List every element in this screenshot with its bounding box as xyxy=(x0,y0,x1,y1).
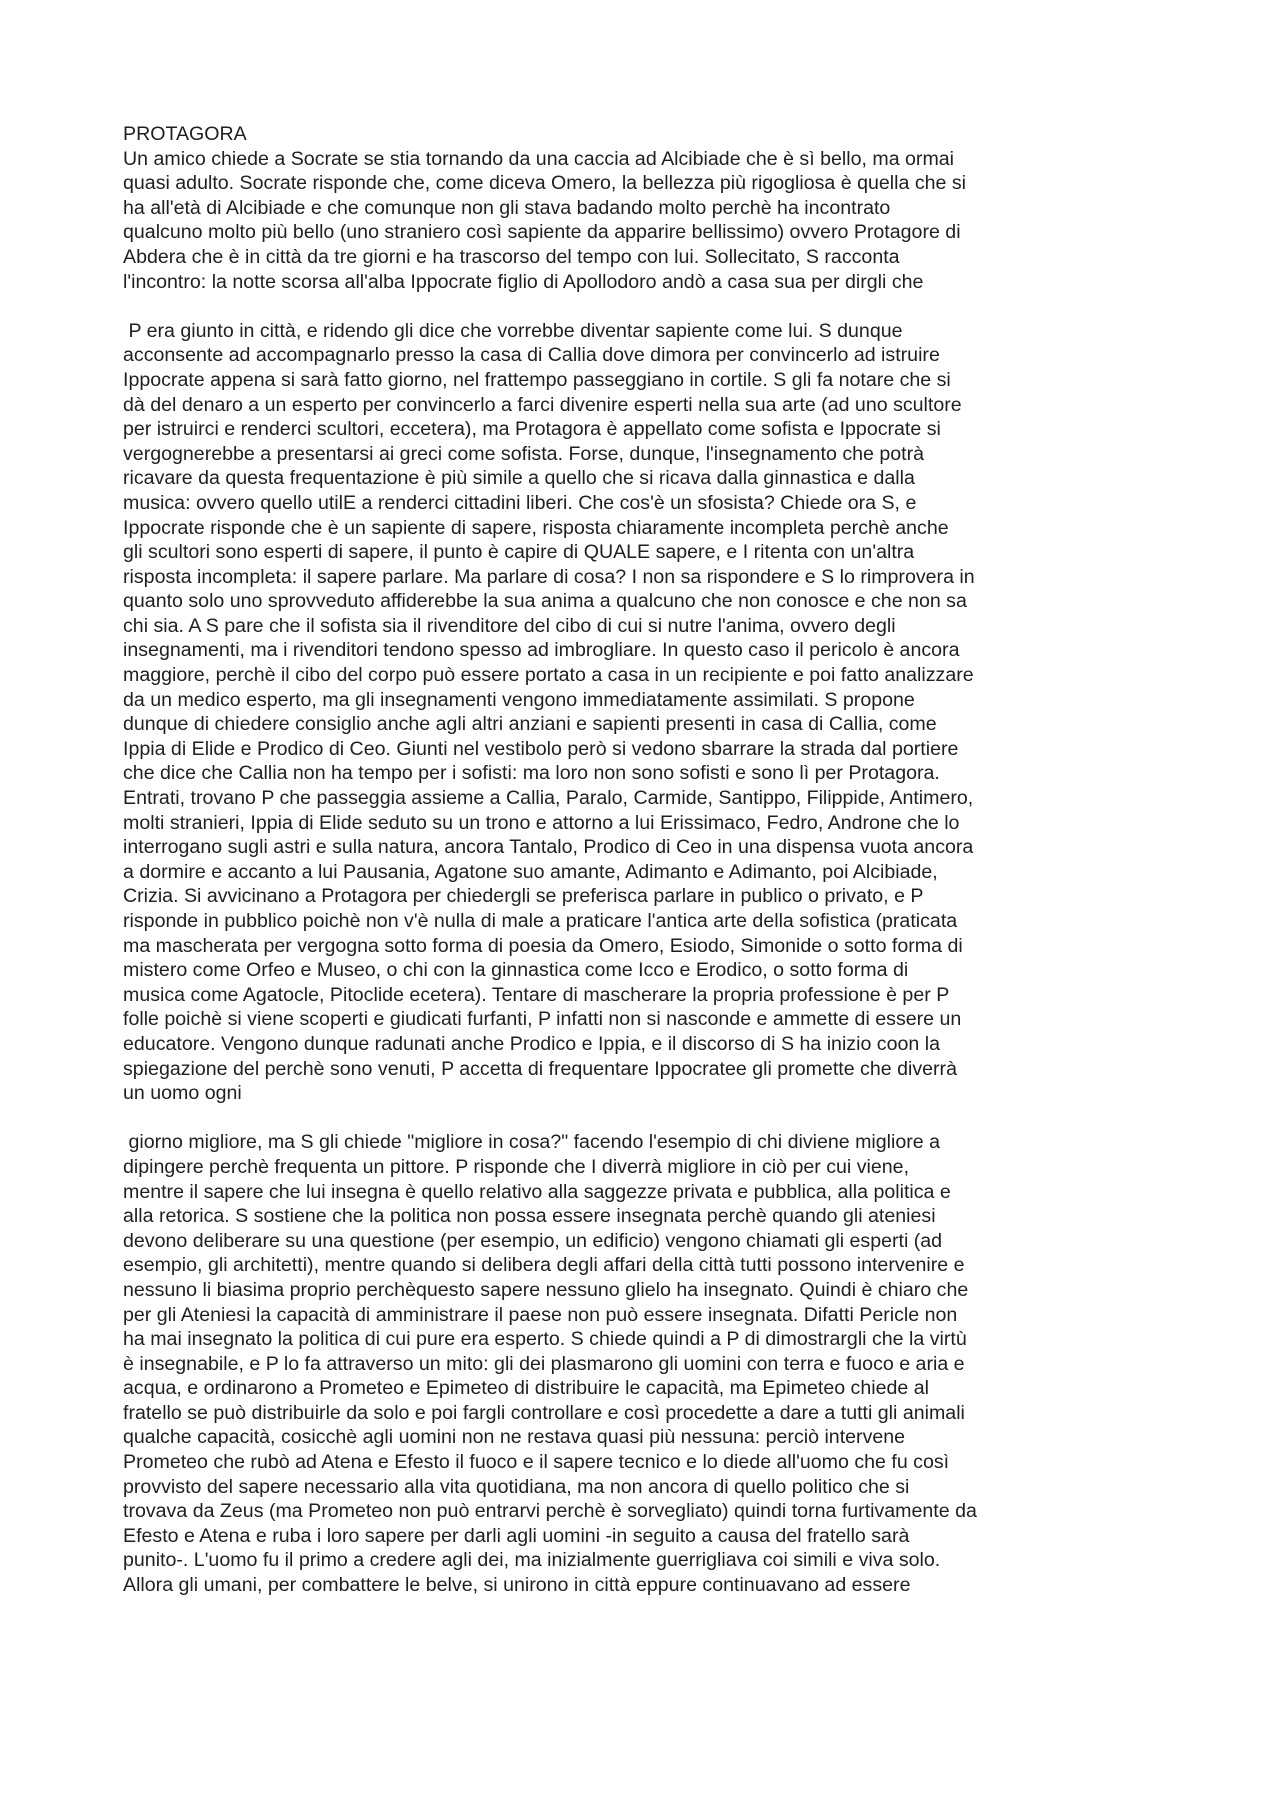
text-line: che dice che Callia non ha tempo per i sofisti: ma loro non sono sofisti e sono lì per Protagora. xyxy=(123,762,940,785)
text-line: Crizia. Si avvicinano a Protagora per chiedergli se preferisca parlare in publico o privato, e P xyxy=(123,885,924,908)
text-line: musica come Agatocle, Pitoclide ecetera). Tentare di mascherare la propria professione è per P xyxy=(123,983,950,1006)
text-line: a dormire e accanto a lui Pausania, Agatone suo amante, Adimanto e Adimanto, poi Alcibiade, xyxy=(123,860,938,883)
text-line: musica: ovvero quello utilE a renderci cittadini liberi. Che cos'è un sfosista? Chiede ora S, e xyxy=(123,491,917,514)
paragraph-2 xyxy=(123,319,1183,1106)
text-line: per gli Ateniesi la capacità di amministrare il paese non può essere insegnata. Difatti Pericle non xyxy=(123,1303,958,1326)
text-line: folle poichè si viene scoperti e giudicati furfanti, P infatti non si nasconde e ammette di essere un xyxy=(123,1008,962,1031)
text-line: insegnamenti, ma i rivenditori tendono spesso ad imbrogliare. In questo caso il pericolo è ancora xyxy=(123,639,960,662)
text-line: Ippocrate risponde che è un sapiente di sapere, risposta chiaramente incompleta perchè anche xyxy=(123,516,949,539)
text-line: qualche capacità, cosicchè agli uomini non ne restava quasi più nessuna: perciò intervene xyxy=(123,1426,906,1449)
text-line: esempio, gli architetti), mentre quando si delibera degli affari della città tutti possono intervenire e xyxy=(123,1254,965,1277)
text-line: educatore. Vengono dunque radunati anche Prodico e Ippia, e il discorso di S ha inizio coon la xyxy=(123,1032,940,1055)
text-line: dà del denaro a un esperto per convincerlo a farci divenire esperti nella sua arte (ad uno scultore xyxy=(123,393,962,416)
text-line: spiegazione del perchè sono venuti, P accetta di frequentare Ippocratee gli promette che diverrà xyxy=(123,1057,957,1080)
text-line: Un amico chiede a Socrate se stia tornando da una caccia ad Alcibiade che è sì bello, ma ormai xyxy=(123,147,955,170)
text-line: ma mascherata per vergogna sotto forma di poesia da Omero, Esiodo, Simonide o sotto forma di xyxy=(123,934,963,957)
text-line: provvisto del sapere necessario alla vita quotidiana, ma non ancora di quello politico che si xyxy=(123,1475,910,1498)
text-line: molti stranieri, Ippia di Elide seduto su un trono e attorno a lui Erissimaco, Fedro, Androne che lo xyxy=(123,811,960,834)
text-line: è insegnabile, e P lo fa attraverso un mito: gli dei plasmarono gli uomini con terra e fuoco e aria e xyxy=(123,1352,965,1375)
text-line: quanto solo uno sprovveduto affiderebbe la sua anima a qualcuno che non conosce e che non sa xyxy=(123,590,967,613)
paragraph-1 xyxy=(123,147,1183,295)
text-line: risposta incompleta: il sapere parlare. Ma parlare di cosa? I non sa rispondere e S lo rimprovera in xyxy=(123,565,975,588)
text-line: Ippocrate appena si sarà fatto giorno, nel frattempo passeggiano in cortile. S gli fa notare che si xyxy=(123,368,951,391)
text-line: qualcuno molto più bello (uno straniero così sapiente da apparire bellissimo) ovvero Protagore di xyxy=(123,221,961,244)
text-line: devono deliberare su una questione (per esempio, un edificio) vengono chiamati gli esperti (ad xyxy=(123,1229,943,1252)
text-line: vergognerebbe a presentarsi ai greci come sofista. Forse, dunque, l'insegnamento che potrà xyxy=(123,442,925,465)
text-line: maggiore, perchè il cibo del corpo può essere portato a casa in un recipiente e poi fatto analizzare xyxy=(123,664,974,687)
text-line: nessuno li biasima proprio perchèquesto sapere nessuno glielo ha insegnato. Quindi è chiaro che xyxy=(123,1278,969,1301)
text-line: ha mai insegnato la politica di cui pure era esperto. S chiede quindi a P di dimostrargli che la virtù xyxy=(123,1328,967,1351)
text-line: Ippia di Elide e Prodico di Ceo. Giunti nel vestibolo però si vedono sbarrare la strada dal portiere xyxy=(123,737,959,760)
text-line: Allora gli umani, per combattere le belve, si unirono in città eppure continuavano ad essere xyxy=(123,1574,911,1597)
text-line: un uomo ogni xyxy=(123,1082,242,1105)
paragraph-3 xyxy=(123,1130,1183,1597)
text-line: Prometeo che rubò ad Atena e Efesto il fuoco e il sapere tecnico e lo diede all'uomo che fu così xyxy=(123,1451,950,1474)
text-line: Efesto e Atena e ruba i loro sapere per darli agli uomini -in seguito a causa del fratello sarà xyxy=(123,1524,910,1547)
text-line: da un medico esperto, ma gli insegnamenti vengono immediatamente assimilati. S propone xyxy=(123,688,915,711)
text-line: Entrati, trovano P che passeggia assieme a Callia, Paralo, Carmide, Santippo, Filippide, Antimero, xyxy=(123,787,974,810)
text-line: gli scultori sono esperti di sapere, il punto è capire di QUALE sapere, e I ritenta con un'altra xyxy=(123,541,915,564)
text-line: l'incontro: la notte scorsa all'alba Ippocrate figlio di Apollodoro andò a casa sua per dirgli che xyxy=(123,270,924,293)
text-line: acqua, e ordinarono a Prometeo e Epimeteo di distribuire le capacità, ma Epimeteo chiede al xyxy=(123,1377,929,1400)
text-line: dipingere perchè frequenta un pittore. P risponde che I diverrà migliore in ciò per cui viene, xyxy=(123,1155,910,1178)
text-line: Abdera che è in città da tre giorni e ha trascorso del tempo con lui. Sollecitato, S racconta xyxy=(123,245,900,268)
text-line: dunque di chiedere consiglio anche agli altri anziani e sapienti presenti in casa di Callia, come xyxy=(123,713,937,736)
text-line: per istruirci e renderci scultori, eccetera), ma Protagora è appellato come sofista e Ippocrate si xyxy=(123,418,941,441)
text-line: P era giunto in città, e ridendo gli dice che vorrebbe diventar sapiente come lui. S dunque xyxy=(123,319,903,342)
text-line: mistero come Orfeo e Museo, o chi con la ginnastica come Icco e Erodico, o sotto forma di xyxy=(123,959,909,982)
text-line: giorno migliore, ma S gli chiede "migliore in cosa?" facendo l'esempio di chi diviene migliore a xyxy=(123,1131,941,1154)
text-line: alla retorica. S sostiene che la politica non possa essere insegnata perchè quando gli ateniesi xyxy=(123,1205,936,1228)
text-line: ha all'età di Alcibiade e che comunque non gli stava badando molto perchè ha incontrato xyxy=(123,196,891,219)
text-line: interrogano sugli astri e sulla natura, ancora Tantalo, Prodico di Ceo in una dispensa vuota ancora xyxy=(123,836,974,859)
paragraph-gap xyxy=(123,1106,1183,1131)
text-line: acconsente ad accompagnarlo presso la casa di Callia dove dimora per convincerlo ad istruire xyxy=(123,344,940,367)
text-line: ricavare da questa frequentazione è più simile a quello che si ricava dalla ginnastica e dalla xyxy=(123,467,915,490)
document-page xyxy=(123,122,1183,1598)
paragraph-gap xyxy=(123,294,1183,319)
text-line: mentre il sapere che lui insegna è quello relativo alla saggezze privata e pubblica, alla politica e xyxy=(123,1180,951,1203)
text-line: trovava da Zeus (ma Prometeo non può entrarvi perchè è sorvegliato) quindi torna furtivamente da xyxy=(123,1500,977,1523)
text-line: risponde in pubblico poichè non v'è nulla di male a praticare l'antica arte della sofistica (praticata xyxy=(123,910,958,932)
document-title: PROTAGORA xyxy=(123,123,247,145)
text-line: chi sia. A S pare che il sofista sia il rivenditore del cibo di cui si nutre l'anima, ovvero degli xyxy=(123,614,896,637)
text-line: quasi adulto. Socrate risponde che, come diceva Omero, la bellezza più rigogliosa è quella che si xyxy=(123,172,967,195)
text-line: fratello se può distribuirle da solo e poi fargli controllare e così procedette a dare a tutti gli animali xyxy=(123,1401,965,1424)
text-line: punito-. L'uomo fu il primo a credere agli dei, ma inizialmente guerrigliava coi simili e viva solo. xyxy=(123,1549,941,1572)
